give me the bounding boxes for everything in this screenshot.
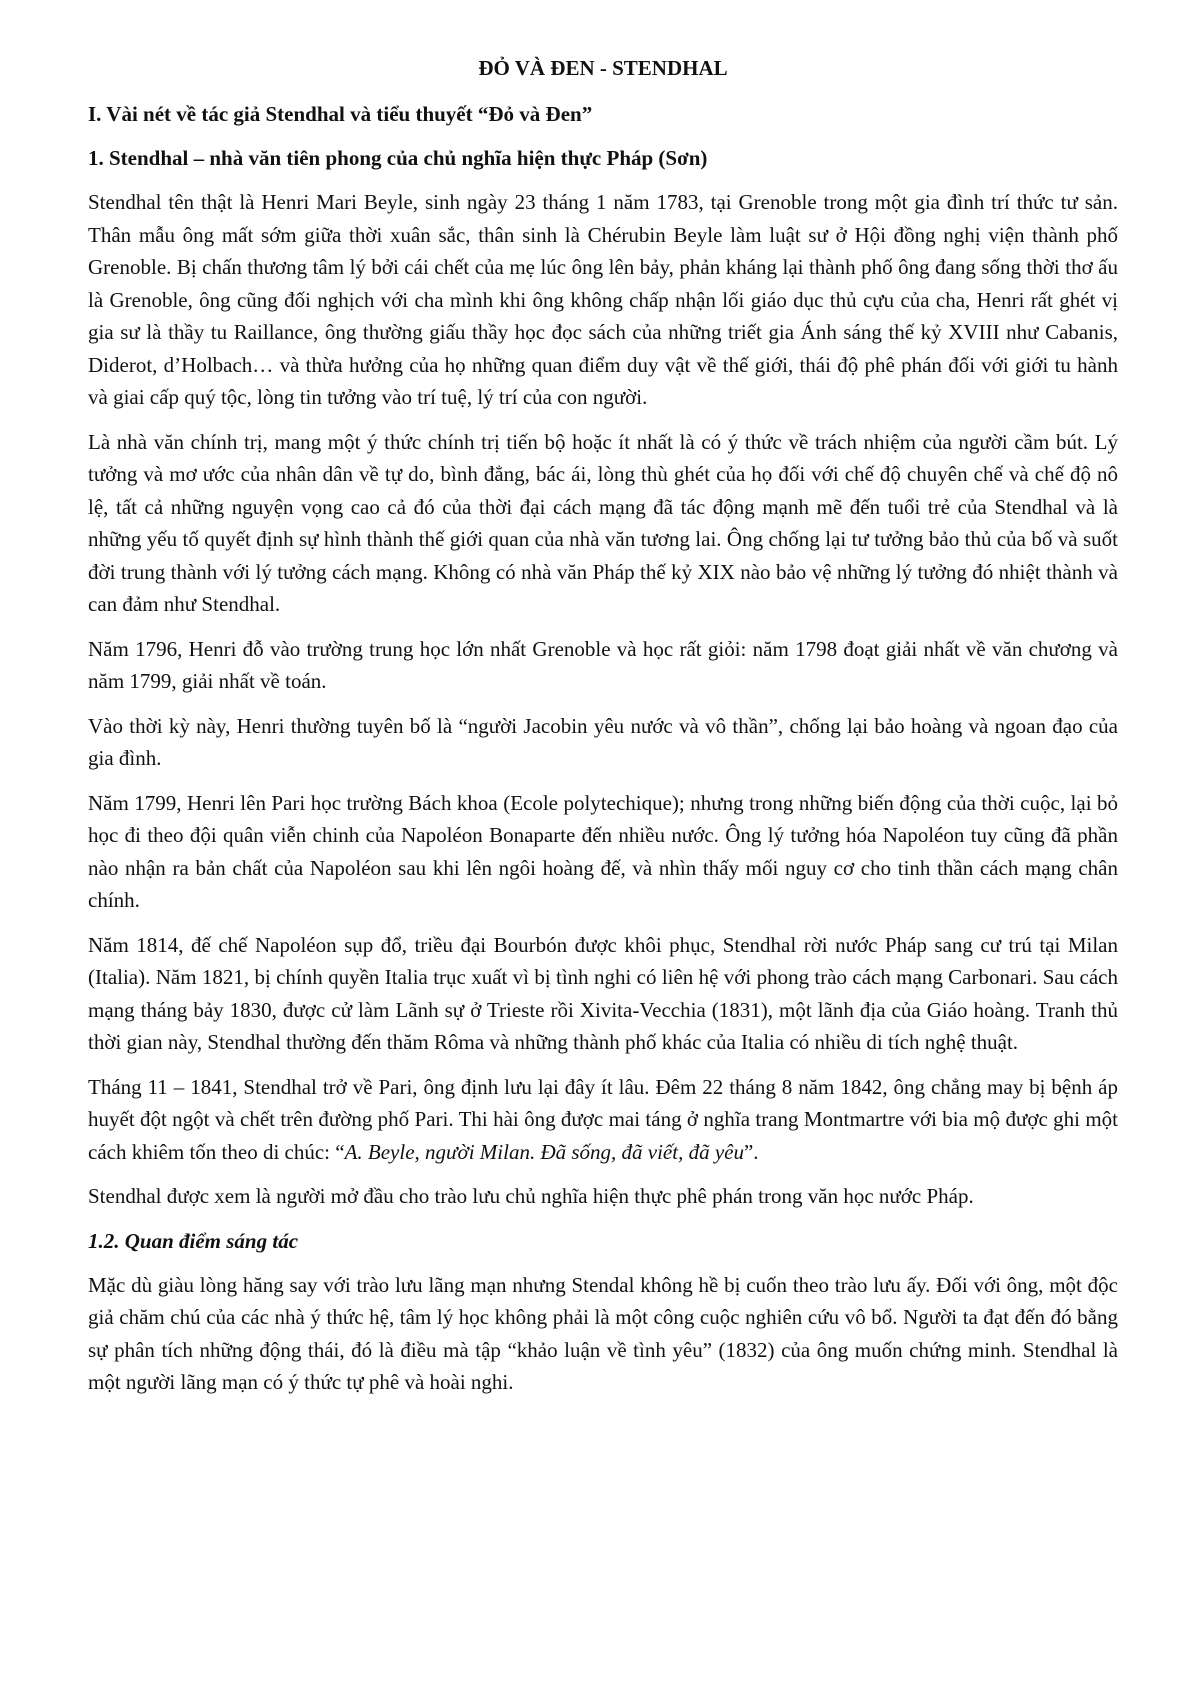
subsection-heading-viewpoint: 1.2. Quan điểm sáng tác: [88, 1228, 299, 1253]
paragraph-realism-pioneer: Stendhal được xem là người mở đầu cho trào lưu chủ nghĩa hiện thực phê phán trong văn học nước Pháp.: [88, 1184, 974, 1208]
document-page: [88, 52, 1118, 1411]
death-text-before: Tháng 11 – 1841, Stendhal trở về Pari, ông định lưu lại đây ít lâu. Đêm 22 tháng 8 năm 1842, ông chẳng may bị bệnh áp huyết đột ngột và chết trên đường phố Pari. Thi hài ông được mai táng ở nghĩa trang Montmartre với bia mộ được ghi một cách khiêm tốn theo di chúc: “: [88, 1074, 1118, 1164]
epitaph-quote: A. Beyle, người Milan. Đã sống, đã viết, đã yêu: [344, 1139, 744, 1164]
paragraph-death-1842: [88, 1071, 1118, 1169]
document-title: ĐỎ VÀ ĐEN - STENDHAL: [478, 56, 728, 80]
paragraph-school-1796: Năm 1796, Henri đỗ vào trường trung học lớn nhất Grenoble và học rất giỏi: năm 1798 đoạt giải nhất về văn chương và năm 1799, giải nhất về toán.: [88, 636, 1118, 693]
paragraph-creative-viewpoint: Mặc dù giàu lòng hăng say với trào lưu lãng mạn nhưng Stendal không hề bị cuốn theo trào lưu ấy. Đối với ông, một độc giả chăm chú của các nhà ý thức hệ, tâm lý học không phải là một công cuộc nghiên cứu vô bổ. Người ta đạt đến đó bằng sự phân tích những động thái, đó là điều mà tập “khảo luận về tình yêu” (1832) của ông muốn chứng minh. Stendhal là một người lãng mạn có ý thức tự phê và hoài nghi.: [88, 1272, 1118, 1394]
paragraph-biography: Stendhal tên thật là Henri Mari Beyle, sinh ngày 23 tháng 1 năm 1783, tại Grenoble trong một gia đình trí thức tư sản. Thân mẫu ông mất sớm giữa thời xuân sắc, thân sinh là Chérubin Beyle làm luật sư ở Hội đồng nghị viện thành phố Grenoble. Bị chấn thương tâm lý bởi cái chết của mẹ lúc ông lên bảy, phản kháng lại thành phố ông đang sống thời thơ ấu là Grenoble, ông cũng đối nghịch với cha mình khi ông không chấp nhận lối giáo dục thủ cựu của cha, Henri rất ghét vị gia sư là thầy tu Raillance, ông thường giấu thầy học đọc sách của những triết gia Ánh sáng thế kỷ XVIII như Cabanis, Diderot, d’Holbach… và thừa hưởng của họ những quan điểm duy vật về thế giới, thái độ phê phán đối với giới tu hành và giai cấp quý tộc, lòng tin tưởng vào trí tuệ, lý trí của con người.: [88, 190, 1118, 409]
paragraph-political-writer: Là nhà văn chính trị, mang một ý thức chính trị tiến bộ hoặc ít nhất là có ý thức về trách nhiệm của người cầm bút. Lý tưởng và mơ ước của nhân dân về tự do, bình đẳng, bác ái, lòng thù ghét của họ đối với chế độ chuyên chế và chế độ nô lệ, tất cả những nguyện vọng cao cả đó của thời đại cách mạng đã tác động mạnh mẽ đến tuổi trẻ của Stendhal và là những yếu tố quyết định sự hình thành thế giới quan của nhà văn tương lai. Ông chống lại tư tưởng bảo thủ của bố và suốt đời trung thành với lý tưởng cách mạng. Không có nhà văn Pháp thế kỷ XIX nào bảo vệ những lý tưởng đó nhiệt thành và can đảm như Stendhal.: [88, 429, 1118, 616]
death-text-after: ”.: [743, 1139, 759, 1164]
paragraph-milan-1814: Năm 1814, đế chế Napoléon sụp đổ, triều đại Bourbón được khôi phục, Stendhal rời nước Pháp sang cư trú tại Milan (Italia). Năm 1821, bị chính quyền Italia trục xuất vì bị tình nghi có liên hệ với phong trào cách mạng Carbonari. Sau cách mạng tháng bảy 1830, được cử làm Lãnh sự ở Trieste rồi Xivita-Vecchia (1831), một lãnh địa của Giáo hoàng. Tranh thủ thời gian này, Stendhal thường đến thăm Rôma và những thành phố khác của Italia có nhiều di tích nghệ thuật.: [88, 932, 1118, 1054]
paragraph-jacobin: Vào thời kỳ này, Henri thường tuyên bố là “người Jacobin yêu nước và vô thần”, chống lại bảo hoàng và ngoan đạo của gia đình.: [88, 713, 1118, 770]
section-heading: I. Vài nét về tác giả Stendhal và tiểu thuyết “Đỏ và Đen”: [88, 102, 593, 126]
paragraph-polytechnique-1799: Năm 1799, Henri lên Pari học trường Bách khoa (Ecole polytechique); nhưng trong những biến động của thời cuộc, lại bỏ học đi theo đội quân viễn chinh của Napoléon Bonaparte đến nhiều nước. Ông lý tưởng hóa Napoléon tuy cũng đã phần nào nhận ra bản chất của Napoléon sau khi lên ngôi hoàng đế, và nhìn thấy mối nguy cơ cho tinh thần cách mạng chân chính.: [88, 790, 1118, 912]
subsection-heading: 1. Stendhal – nhà văn tiên phong của chủ nghĩa hiện thực Pháp (Sơn): [88, 146, 708, 170]
